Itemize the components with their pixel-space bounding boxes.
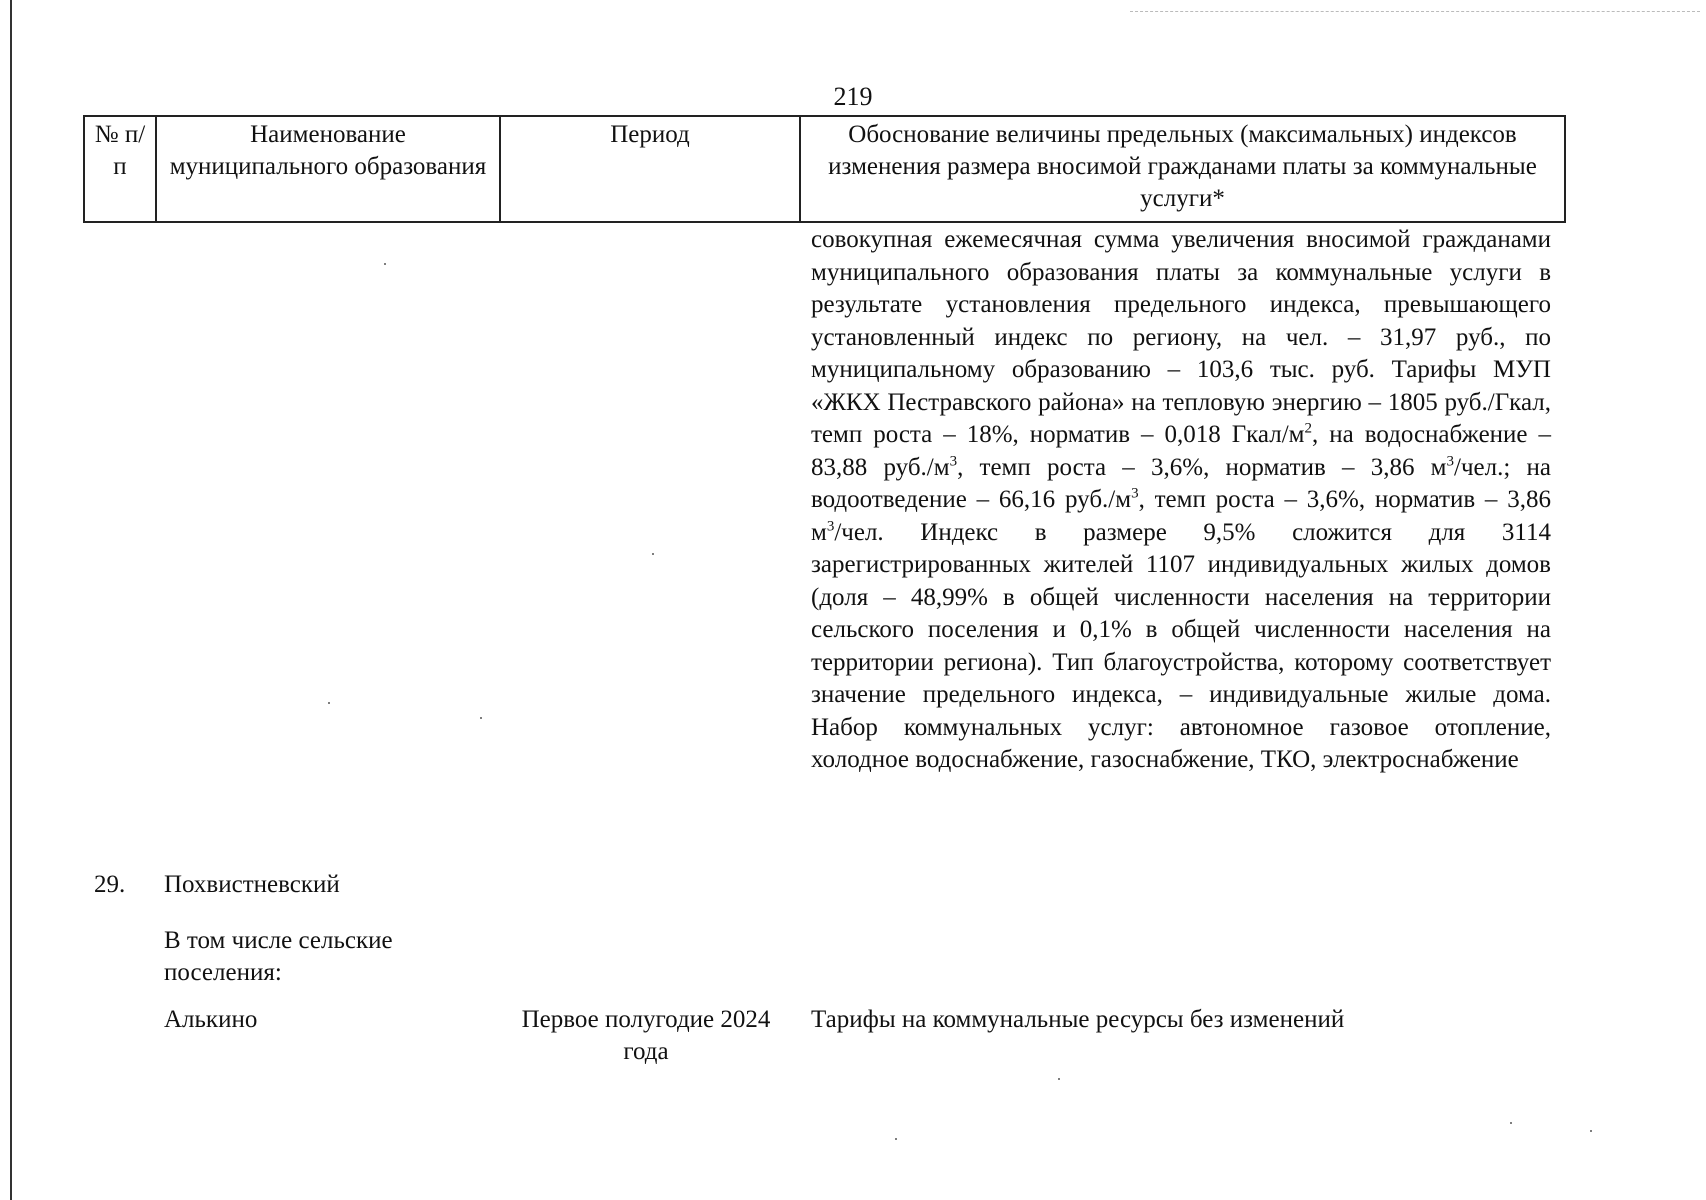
header-justification: Обоснование величины предельных (максимальных) индексов изменения размера вносимой гражданами платы за коммунальные услуги* bbox=[800, 116, 1565, 222]
justification-text: совокупная ежемесячная сумма увеличения вносимой гражданами муниципального образования платы за коммунальные услуги в результате установления предельного индекса, превышающего установленный индекс по региону, на чел. – 31,97 руб., по муниципальному образованию – 103,6 тыс. руб. Тарифы МУП «ЖКХ Пестравского района» на тепловую энергию – 1805 руб./Гкал, темп роста – 18%, норматив – 0,018 Гкал/$м^2$, на водоснабжение – 83,88 $руб./м^3$, темп роста – 3,6%, норматив – 3,86 $м^3$/чел.; на водоотведение – 66,16 $руб./м^3$, темп роста – 3,6%, норматив – 3,86 $м^3$/чел. Индекс в размере 9,5% сложится для 3114 зарегистрированных жителей 1107 индивидуальных жилых домов (доля – 48,99% в общей численности населения на территории сельского поселения и 0,1% в общей численности населения на территории региона). Тип благоустройства, которому соответствует значение предельного индекса, – индивидуальные жилые дома. Набор коммунальных услуг: автономное газовое отопление, холодное водоснабжение, газоснабжение, ТКО, электроснабжение bbox=[811, 226, 1552, 773]
settlement-name-alkino: Алькино bbox=[164, 1006, 258, 1033]
scan-edge-top bbox=[1130, 11, 1700, 12]
scan-speck bbox=[652, 553, 654, 555]
scan-edge-left bbox=[10, 0, 12, 1200]
row-number-29: 29. bbox=[94, 871, 126, 898]
page-number: 219 bbox=[833, 82, 873, 111]
municipality-name-pokhvistnevsky: Похвистневский bbox=[164, 871, 340, 898]
header-municipality-name: Наименование муниципального образования bbox=[156, 116, 500, 222]
scan-speck bbox=[480, 717, 482, 719]
header-period: Период bbox=[500, 116, 800, 222]
scan-speck bbox=[1510, 1122, 1512, 1124]
scan-speck bbox=[895, 1138, 897, 1140]
table-header bbox=[83, 115, 1566, 223]
scan-speck bbox=[384, 263, 386, 265]
scan-speck bbox=[1590, 1130, 1592, 1132]
rural-settlements-label: В том числе сельские поселения: bbox=[164, 927, 393, 986]
settlement-period-alkino: Первое полугодие 2024 года bbox=[521, 1006, 771, 1065]
scan-speck bbox=[1058, 1078, 1060, 1080]
header-number: № п/п bbox=[84, 116, 156, 222]
scan-speck bbox=[328, 702, 330, 704]
settlement-justification-alkino: Тарифы на коммунальные ресурсы без изменений bbox=[811, 1006, 1345, 1033]
